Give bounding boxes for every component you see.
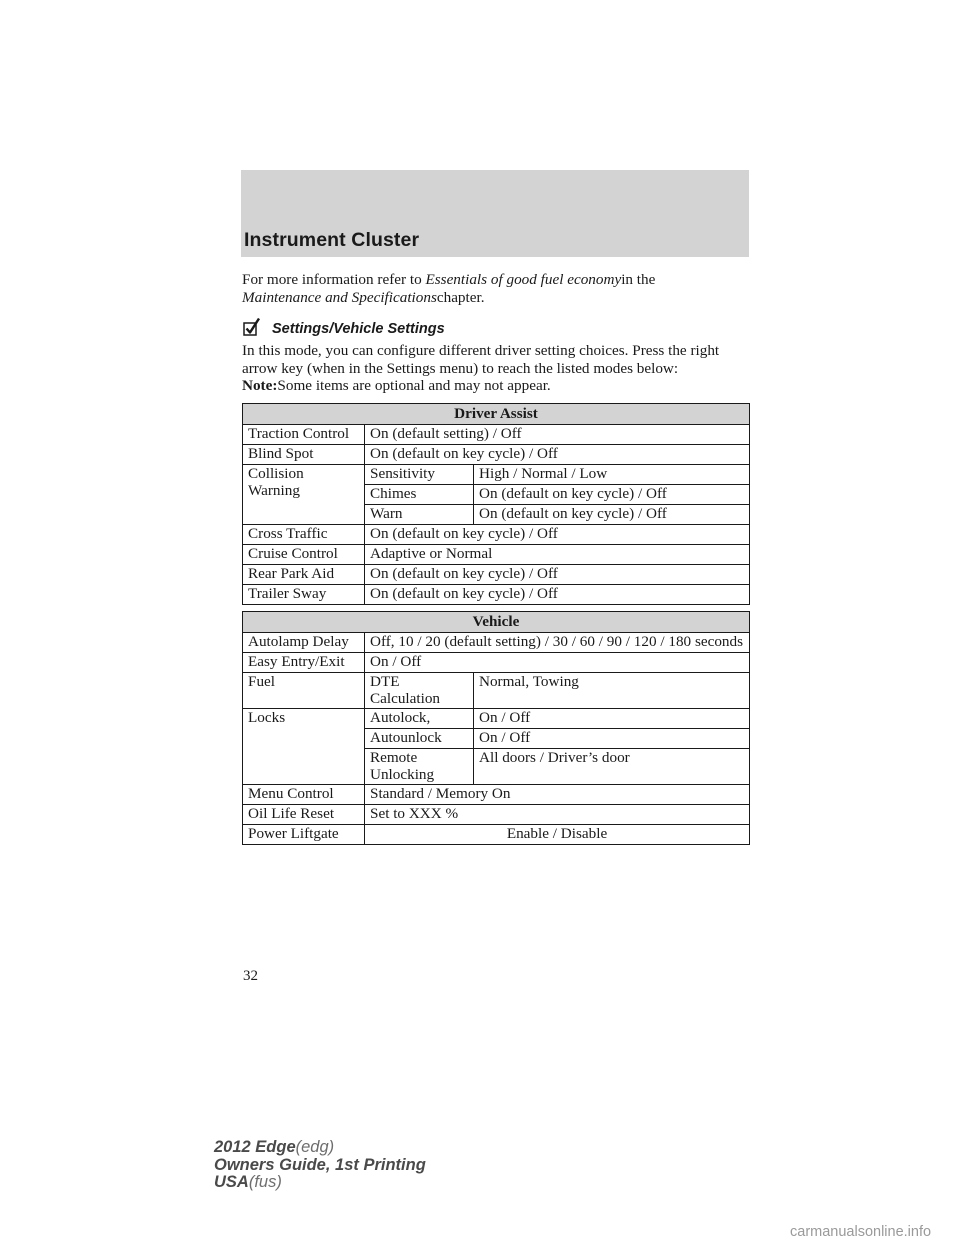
table-cell: Locks — [243, 708, 365, 784]
table-cell: Off, 10 / 20 (default setting) / 30 / 60 / 90 / 120 / 180 seconds — [365, 632, 750, 652]
table-cell: Power Liftgate — [243, 824, 365, 844]
note-label: Note: — [242, 377, 278, 394]
table-cell: Trailer Sway — [243, 584, 365, 604]
table-row — [243, 824, 750, 844]
table-cell: Menu Control — [243, 784, 365, 804]
footer-market-code: (fus) — [248, 1173, 282, 1191]
checkbox-check-icon — [243, 317, 261, 337]
section-heading — [242, 320, 750, 342]
table-cell: On / Off — [474, 728, 750, 748]
table-header: Vehicle — [243, 611, 750, 632]
table-cell: DTE Calculation — [365, 672, 474, 708]
table-row — [243, 784, 750, 804]
table-cell: Fuel — [243, 672, 365, 708]
table-cell: Blind Spot — [243, 444, 365, 464]
table-row — [243, 464, 750, 484]
table-cell: Warn — [365, 504, 474, 524]
section-body: In this mode, you can configure different driver setting choices. Press the right arrow key (when in the Settings menu) to reach the listed modes below: — [242, 342, 720, 377]
table-cell: On (default on key cycle) / Off — [365, 524, 750, 544]
intro-reference-2: Maintenance and Specifications — [242, 288, 437, 306]
table-cell: Cross Traffic — [243, 524, 365, 544]
table-row — [243, 804, 750, 824]
table-header: Driver Assist — [243, 403, 750, 424]
note — [242, 377, 750, 395]
table-cell: Oil Life Reset — [243, 804, 365, 824]
table-cell: On (default on key cycle) / Off — [365, 444, 750, 464]
intro-reference-1: Essentials of good fuel economy — [425, 271, 622, 288]
table-cell: On (default setting) / Off — [365, 424, 750, 444]
table-cell: On (default on key cycle) / Off — [365, 564, 750, 584]
table-cell: Easy Entry/Exit — [243, 652, 365, 672]
page-number: 32 — [243, 968, 258, 984]
table-cell: On (default on key cycle) / Off — [474, 484, 750, 504]
intro-suffix: chapter. — [436, 288, 485, 306]
table-cell: High / Normal / Low — [474, 464, 750, 484]
table-cell: Traction Control — [243, 424, 365, 444]
footer-printing: Owners Guide, 1st Printing — [214, 1155, 426, 1174]
table-cell: On (default on key cycle) / Off — [365, 584, 750, 604]
note-text: Some items are optional and may not appear. — [277, 377, 551, 394]
table-cell: Remote Unlocking — [365, 748, 474, 784]
footer-market: USA — [214, 1173, 249, 1191]
table-cell: Sensitivity — [365, 464, 474, 484]
section-title: Settings/Vehicle Settings — [272, 321, 445, 337]
table-cell: Standard / Memory On — [365, 784, 750, 804]
table-row — [243, 652, 750, 672]
page-title: Instrument Cluster — [244, 229, 420, 251]
footer-model-code: (edg) — [295, 1138, 335, 1156]
table-cell: Chimes — [365, 484, 474, 504]
table-cell: On (default on key cycle) / Off — [474, 504, 750, 524]
table-cell: Cruise Control — [243, 544, 365, 564]
table-row — [243, 424, 750, 444]
footer-model: 2012 Edge — [214, 1138, 296, 1156]
table-cell: Collision Warning — [243, 464, 365, 524]
driver-assist-table — [242, 403, 750, 605]
table-cell: On / Off — [474, 708, 750, 728]
vehicle-table — [242, 611, 750, 845]
table-cell: Set to XXX % — [365, 804, 750, 824]
table-header-row — [243, 611, 750, 632]
intro-prefix: For more information refer to — [242, 271, 426, 288]
intro-mid: in the — [621, 271, 656, 288]
table-cell: Autounlock — [365, 728, 474, 748]
table-cell: On / Off — [365, 652, 750, 672]
table-cell: Normal, Towing — [474, 672, 750, 708]
table-row — [243, 444, 750, 464]
table-row — [243, 632, 750, 652]
table-cell: Autolock, — [365, 708, 474, 728]
table-row — [243, 584, 750, 604]
page-content — [242, 271, 750, 845]
table-row — [243, 564, 750, 584]
table-cell: Adaptive or Normal — [365, 544, 750, 564]
footer-imprint — [214, 1139, 426, 1192]
table-cell: All doors / Driver’s door — [474, 748, 750, 784]
table-header-row — [243, 403, 750, 424]
table-row — [243, 708, 750, 728]
table-row — [243, 672, 750, 708]
table-cell: Autolamp Delay — [243, 632, 365, 652]
intro-paragraph — [242, 271, 750, 306]
table-row — [243, 524, 750, 544]
table-cell: Rear Park Aid — [243, 564, 365, 584]
table-cell: Enable / Disable — [365, 824, 750, 844]
watermark: carmanualsonline.info — [790, 1224, 932, 1240]
table-row — [243, 544, 750, 564]
